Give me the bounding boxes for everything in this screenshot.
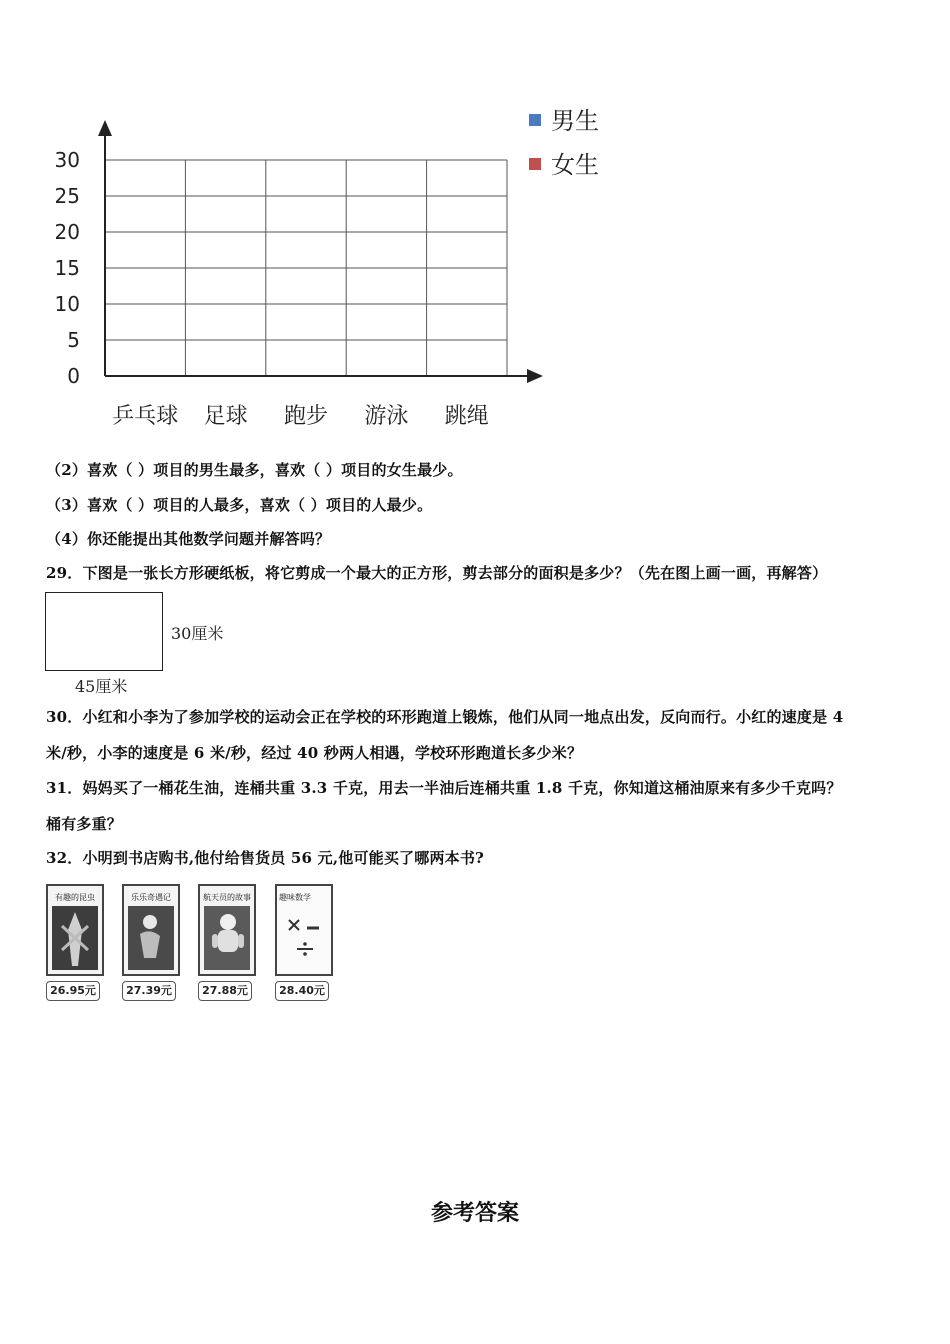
cardboard-rectangle (45, 592, 163, 671)
x-tick-label: 足球 (203, 404, 248, 429)
book-cover-4 (275, 884, 333, 976)
book-price-3: 27.88元 (198, 981, 252, 1001)
book-title: 趣味数学 (279, 893, 311, 902)
x-tick-label: 跳绳 (444, 404, 489, 429)
question-30-line1: 30．小红和小李为了参加学校的运动会正在学校的环形跑道上锻炼，他们从同一地点出发，反向而行。小红的速度是 4 (46, 708, 844, 726)
y-tick-label: 15 (54, 256, 80, 280)
question-4: （4）你还能提出其他数学问题并解答吗？ (46, 530, 331, 548)
y-axis-arrow (98, 120, 112, 136)
book-price-1: 26.95元 (46, 981, 100, 1001)
rectangle-width-label: 45厘米 (75, 677, 128, 696)
y-tick-label: 10 (54, 292, 80, 316)
astronaut-illustration (204, 906, 250, 970)
question-32: 32．小明到书店购书,他付给售货员 56 元,他可能买了哪两本书? (46, 849, 485, 867)
book-title: 航天员的故事 (203, 893, 251, 902)
book-cover-3 (198, 884, 256, 976)
question-30-line2: 米/秒，小李的速度是 6 米/秒，经过 40 秒两人相遇，学校环形跑道长多少米？ (46, 744, 583, 762)
rectangle-height-label: 30厘米 (171, 624, 224, 643)
character-illustration (128, 906, 174, 970)
question-31-line1: 31．妈妈买了一桶花生油，连桶共重 3.3 千克，用去一半油后连桶共重 1.8 千克，你知道这桶油原来有多少千克吗？ (46, 779, 842, 797)
legend-label: 男生 (551, 107, 599, 135)
book-cover-1 (46, 884, 104, 976)
question-31-line2: 桶有多重？ (46, 815, 123, 833)
book-price-4: 28.40元 (275, 981, 329, 1001)
book-title: 有趣的昆虫 (55, 893, 95, 902)
x-axis-arrow (527, 369, 543, 383)
y-tick-label: 0 (67, 364, 80, 388)
x-tick-label: 乒乓球 (112, 404, 179, 429)
x-tick-label: 跑步 (283, 404, 329, 429)
y-tick-label: 30 (54, 148, 80, 172)
legend-swatch (529, 114, 541, 126)
answers-heading: 参考答案 (430, 1201, 519, 1226)
book-cover-2 (122, 884, 180, 976)
math-symbols-illustration (281, 906, 327, 970)
legend-swatch (529, 158, 541, 170)
insect-illustration (52, 906, 98, 970)
legend-label: 女生 (551, 151, 599, 179)
book-title: 乐乐奇遇记 (131, 893, 171, 902)
y-tick-label: 5 (67, 328, 80, 352)
question-29: 29．下图是一张长方形硬纸板，将它剪成一个最大的正方形，剪去部分的面积是多少？（先在图上画一画，再解答） (46, 564, 828, 582)
y-tick-label: 20 (54, 220, 80, 244)
y-tick-label: 25 (54, 184, 80, 208)
x-tick-label: 游泳 (364, 404, 409, 429)
question-2: （2）喜欢（ ）项目的男生最多，喜欢（ ）项目的女生最少。 (46, 461, 463, 479)
book-price-2: 27.39元 (122, 981, 176, 1001)
bar-chart (40, 100, 620, 440)
question-3: （3）喜欢（ ）项目的人最多，喜欢（ ）项目的人最少。 (46, 496, 433, 514)
